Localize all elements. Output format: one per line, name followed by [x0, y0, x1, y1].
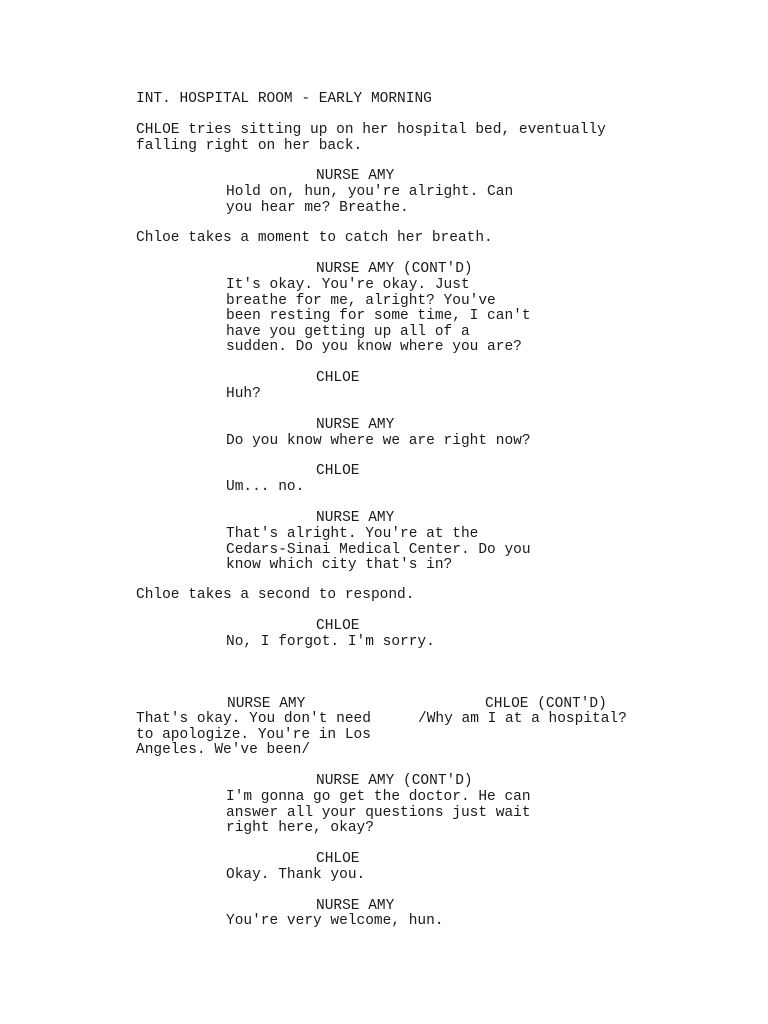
dialogue-line: have you getting up all of a: [226, 323, 470, 340]
dual-left-dialogue-line: to apologize. You're in Los: [136, 726, 371, 743]
dialogue-line: know which city that's in?: [226, 557, 453, 574]
dialogue-line: answer all your questions just wait: [226, 804, 531, 821]
action-line: CHLOE tries sitting up on her hospital bed, eventually: [136, 122, 606, 138]
dual-left-dialogue-line: That's okay. You don't need: [136, 711, 371, 727]
character-name: NURSE AMY: [316, 417, 395, 433]
dialogue-line: breathe for me, alright? You've: [226, 292, 496, 309]
dialogue-line: I'm gonna go get the doctor. He can: [226, 789, 531, 805]
dialogue-line: Okay. Thank you.: [226, 867, 366, 883]
dialogue-line: You're very welcome, hun.: [226, 913, 444, 929]
dialogue-line: Huh?: [226, 386, 261, 402]
dialogue-line: Hold on, hun, you're alright. Can: [226, 184, 514, 200]
dialogue-line: It's okay. You're okay. Just: [226, 277, 470, 293]
dialogue-line: been resting for some time, I can't: [226, 308, 531, 325]
dialogue-line: you hear me? Breathe.: [226, 199, 409, 216]
character-name: CHLOE: [316, 370, 360, 386]
character-name: NURSE AMY: [316, 898, 395, 914]
dual-right-character-name: CHLOE (CONT'D): [485, 696, 607, 712]
character-name: CHLOE: [316, 463, 360, 479]
character-name: NURSE AMY: [316, 510, 395, 526]
character-name: NURSE AMY: [316, 168, 395, 184]
character-name: NURSE AMY (CONT'D): [316, 773, 473, 789]
dialogue-line: sudden. Do you know where you are?: [226, 339, 522, 356]
character-name: CHLOE: [316, 618, 360, 634]
character-name: CHLOE: [316, 851, 360, 867]
character-name: NURSE AMY (CONT'D): [316, 261, 473, 277]
scene-heading: INT. HOSPITAL ROOM - EARLY MORNING: [136, 91, 432, 107]
dialogue-line: Do you know where we are right now?: [226, 433, 531, 449]
dual-left-character-name: NURSE AMY: [227, 696, 306, 712]
dialogue-line: Um... no.: [226, 479, 305, 495]
action-line: falling right on her back.: [136, 137, 363, 154]
action-line: Chloe takes a second to respond.: [136, 587, 415, 603]
dual-left-dialogue-line: Angeles. We've been/: [136, 742, 311, 759]
dual-right-dialogue-line: /Why am I at a hospital?: [418, 711, 627, 727]
dialogue-line: No, I forgot. I'm sorry.: [226, 634, 435, 650]
action-line: Chloe takes a moment to catch her breath.: [136, 230, 493, 246]
dialogue-line: That's alright. You're at the: [226, 526, 479, 542]
dialogue-line: Cedars-Sinai Medical Center. Do you: [226, 541, 531, 558]
dialogue-line: right here, okay?: [226, 820, 374, 837]
